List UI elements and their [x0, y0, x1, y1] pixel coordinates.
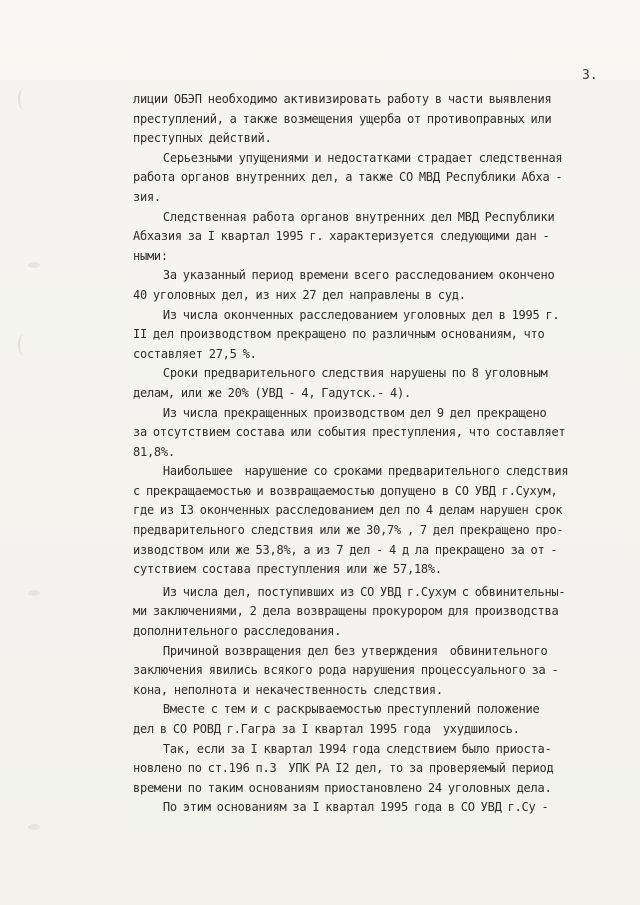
text-line: за отсутствием состава или события преступления, что составляет [133, 425, 566, 440]
text-line: Так, если за I квартал 1994 года следствием было приоста- [133, 741, 552, 756]
text-line: дел в СО РОВД г.Гагра за I квартал 1995 года ухудшилось. [133, 722, 520, 736]
text-line: работа органов внутренних дел, а также СО МВД Республики Абха - [133, 170, 563, 185]
text-line: II дел производством прекращено по различным основаниям, что [133, 327, 545, 342]
text-line: Серьезными упущениями и недостатками страдает следственная [133, 150, 563, 165]
text-line: лиции ОБЭП необходимо активизировать работу в части выявления [133, 92, 552, 106]
text-line: делам, или же 20% (УВД - 4, Гадутск.- 4). [133, 385, 411, 400]
text-line: ными: [133, 248, 168, 263]
text-line: 81,8%. [133, 444, 175, 459]
text-line: По этим основаниям за I квартал 1995 года в СО УВД г.Су - [133, 800, 549, 815]
text-line: преступных действий. [133, 131, 272, 146]
text-line: кона, неполнота и некачественность следствия. [133, 682, 443, 697]
text-line: предварительного следствия или же 30,7% , 7 дел прекращено про- [133, 523, 564, 538]
document-text [133, 90, 628, 818]
page-smudge [28, 824, 40, 830]
text-line: Следственная работа органов внутренних дел МВД Республики [133, 209, 555, 224]
page-smudge [28, 590, 40, 596]
text-line: где из I3 оконченных расследованием дел по 4 делам нарушен срок [133, 503, 563, 518]
text-line: За указанный период времени всего расследованием окончено [133, 268, 555, 283]
text-line: зия. [133, 189, 161, 204]
text-line: составляет 27,5 %. [133, 346, 257, 361]
text-line: Из числа дел, поступивших из СО УВД г.Сухум с обвинительны- [133, 584, 566, 599]
punch-hole-mark [18, 88, 30, 110]
text-line: преступлений, а также возмещения ущерба от противоправных или [133, 111, 552, 126]
page-smudge [28, 262, 40, 268]
text-line: заключения явились всякого рода нарушения процессуального за - [133, 663, 559, 678]
text-line: Причиной возвращения дел без утверждения обвинительного [133, 643, 548, 658]
text-line: новлено по ст.196 п.3 УПК РА I2 дел, то за проверяемый период [133, 761, 554, 776]
text-line: с прекращаемостью и возвращаемостью допущено в СО УВД г.Сухум, [133, 483, 558, 498]
text-line: Из числа оконченных расследованием уголовных дел в 1995 г. [133, 307, 560, 322]
text-line: Наибольшее нарушение со сроками предварительного следствия [133, 464, 569, 479]
text-line: 40 уголовных дел, из них 27 дел направлены в суд. [133, 287, 466, 302]
text-line: времени по таким основаниям приостановлено 24 уголовных дела. [133, 780, 552, 795]
punch-hole-mark [18, 334, 30, 356]
text-line: изводством или же 53,8%, а из 7 дел - 4 д ла прекращено за от - [133, 542, 558, 557]
text-line: дополнительного расследования. [133, 624, 342, 639]
text-line: Абхазия за I квартал 1995 г. характеризуется следующими дан - [133, 229, 550, 244]
text-line: Вместе с тем и с раскрываемостью преступлений положение [133, 702, 540, 717]
page-number: 3. [582, 68, 598, 83]
text-line: Из числа прекращенных производством дел 9 дел прекращено [133, 405, 547, 420]
text-line: ми заключениями, 2 дела возвращены прокурором для производства [133, 604, 559, 619]
text-line: Сроки предварительного следствия нарушены по 8 уголовным [133, 366, 548, 381]
text-line: сутствием состава преступления или же 57,18%. [133, 562, 442, 577]
